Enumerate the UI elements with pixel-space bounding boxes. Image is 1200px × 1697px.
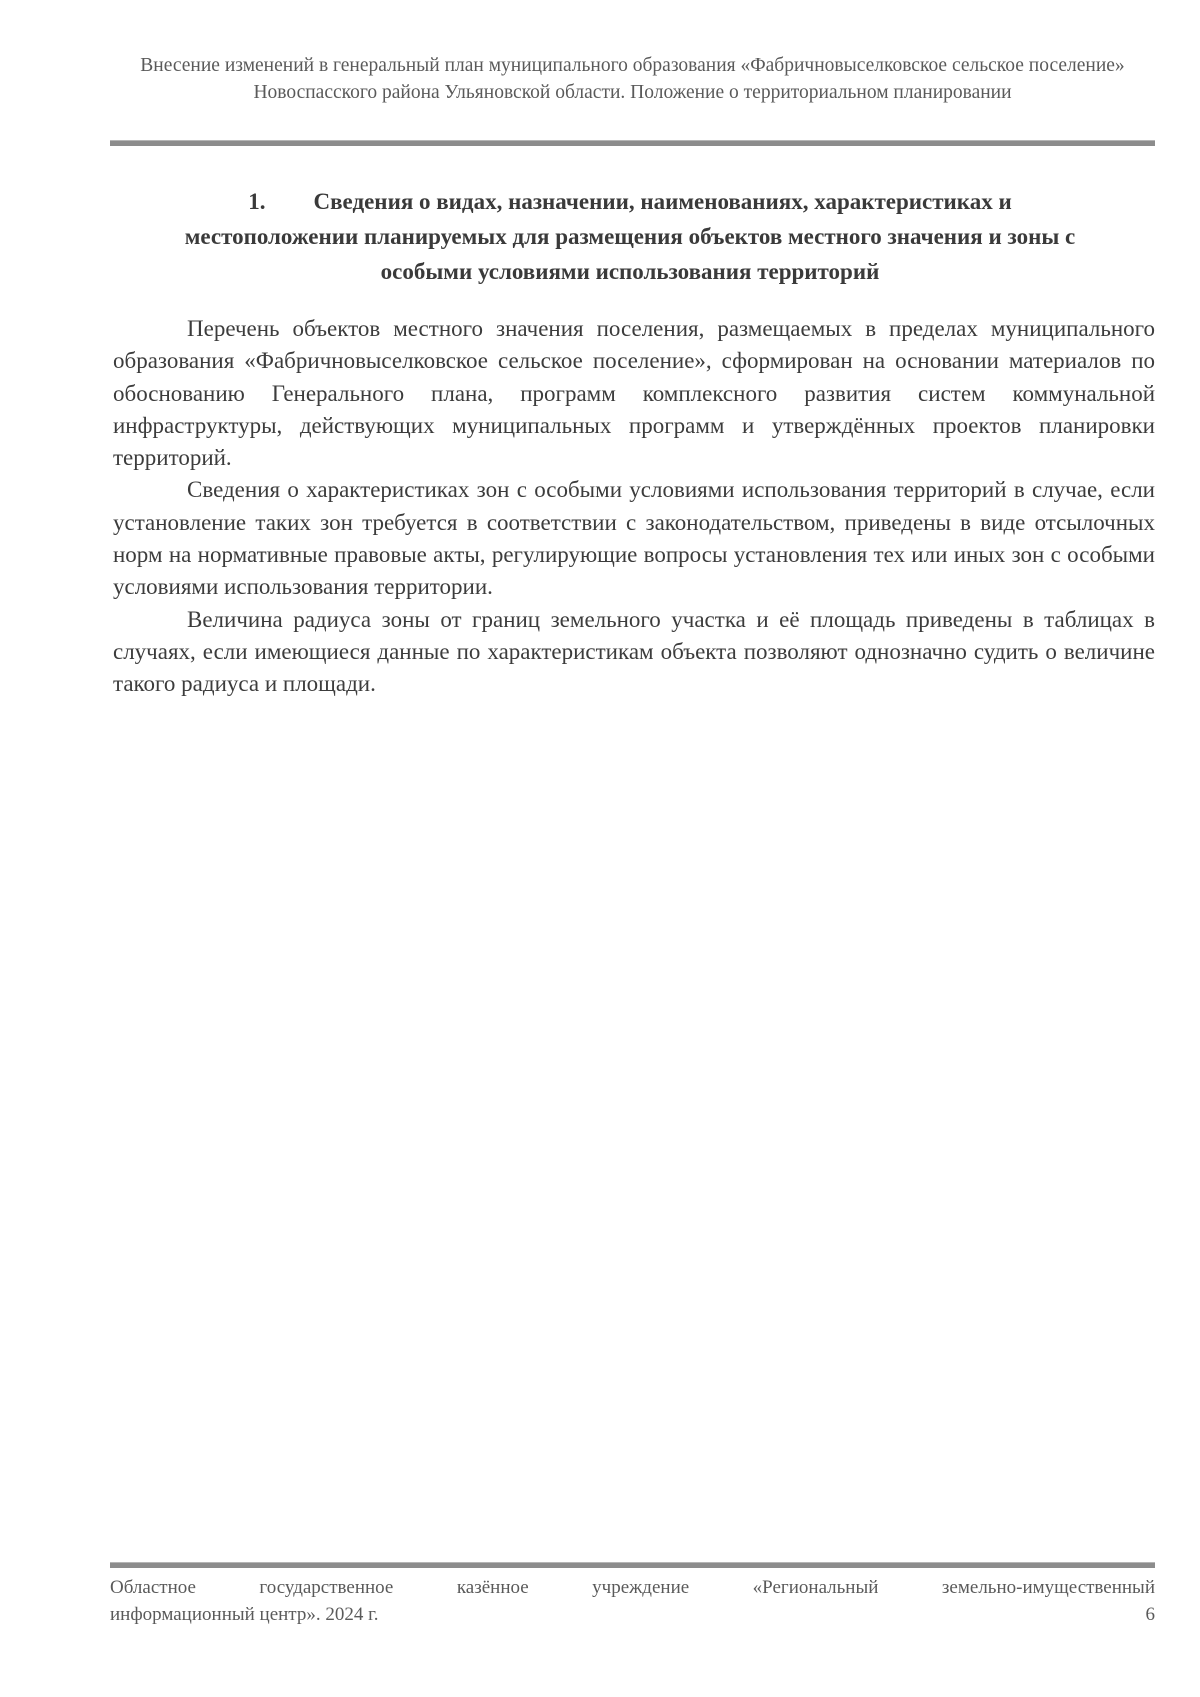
- section-number: 1.: [248, 189, 266, 214]
- paragraph: Перечень объектов местного значения поселения, размещаемых в пределах муниципального образования «Фабричновыселковское сельское поселение», сформирован на основании материалов по обоснованию Генерального плана, программ комплексного развития систем коммунальной инфраструктуры, действующих муниципальных программ и утверждённых проектов планировки территорий.: [113, 316, 1155, 471]
- paragraph: Величина радиуса зоны от границ земельного участка и её площадь приведены в таблицах в случаях, если имеющиеся данные по характеристикам объекта позволяют однозначно судить о величине такого радиуса и площади.: [113, 606, 1155, 697]
- header-text: Внесение изменений в генеральный план муниципального образования «Фабричновыселковское сельское поселение» Новоспасского района Ульяновской области. Положение о территориальном планировании: [140, 55, 1125, 103]
- header-rule: [110, 140, 1155, 146]
- footer-organization-year: информационный центр». 2024 г.: [110, 1604, 379, 1625]
- footer-rule: [110, 1562, 1155, 1568]
- footer-organization: Областное государственное казённое учреждение «Региональный земельно-имущественный: [110, 1577, 1155, 1598]
- page-number: 6: [1145, 1604, 1155, 1625]
- section-heading: [175, 184, 1085, 289]
- section-title-text: Сведения о видах, назначении, наименованиях, характеристиках и местоположении планируемых для размещения объектов местного значения и зоны с особыми условиями использования территорий: [184, 189, 1076, 284]
- footer-second-line: [110, 1601, 1155, 1628]
- body-text: [113, 313, 1155, 701]
- paragraph: Сведения о характеристиках зон с особыми условиями использования территорий в случае, если установление таких зон требуется в соответствии с законодательством, приведены в виде отсылочных норм на нормативные правовые акты, регулирующие вопросы установления тех или иных зон с особыми условиями использования территории.: [113, 477, 1155, 600]
- page-footer: [110, 1574, 1155, 1628]
- page-header: [110, 52, 1155, 106]
